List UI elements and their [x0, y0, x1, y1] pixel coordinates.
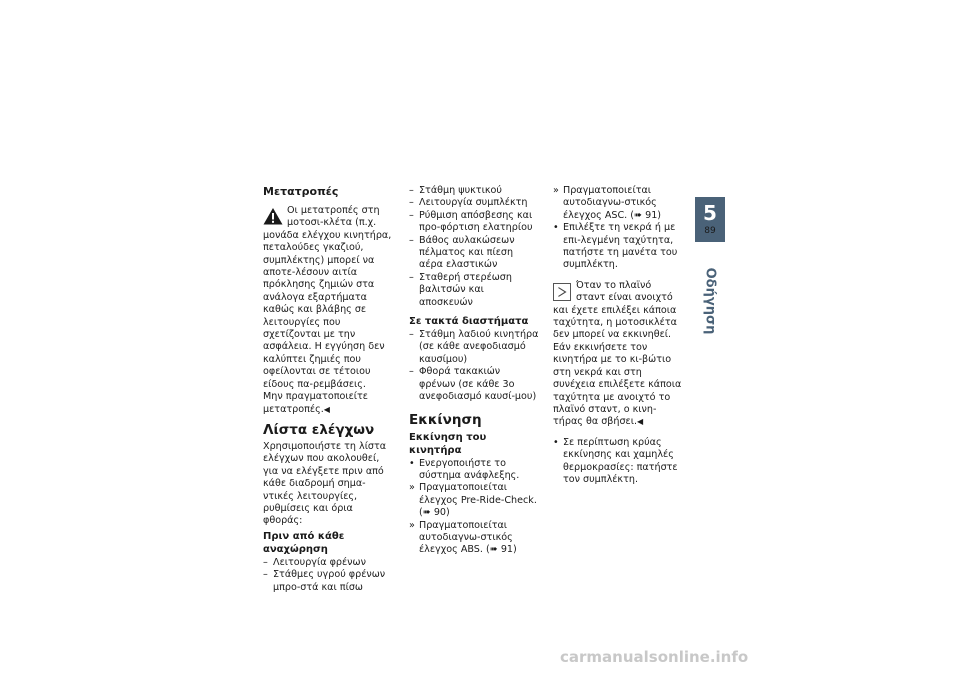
list-item: – Ρύθμιση απόσβεσης και προ-φόρτιση ελατηρίου [409, 209, 533, 234]
list-item: • Ενεργοποιήστε το σύστημα ανάφλεξης. [409, 457, 520, 481]
section-title-modifications: Μετατροπές [263, 185, 339, 198]
checklist-intro: Χρησιμοποιήστε τη λίστα ελέγχων που ακολουθεί, για να ελέγξετε πριν από κάθε διαδρομή σημα-ντικές λειτουργίες, ρυθμίσεις και όρια φθοράς: [263, 440, 387, 527]
before-departure-list-continued [409, 185, 539, 309]
list-item: – Σταθερή στερέωση βαλιτσών και αποσκευών [409, 271, 512, 308]
chapter-label: Οδήγηση [702, 267, 718, 334]
list-item: • Επιλέξτε τη νεκρά ή με επι-λεγμένη ταχύτητα, πατήστε τη μανέτα του συμπλέκτη. [553, 222, 678, 271]
engine-start-steps [409, 458, 539, 557]
engine-start-title: Εκκίνηση του κινητήρα [409, 431, 487, 456]
list-item: – Φθορά τακακιών φρένων (σε κάθε 3ο ανεφοδιασμό καυσί-μου) [409, 366, 537, 403]
column-2 [409, 185, 539, 557]
no-modification-text: Μην πραγματοποιείτε μετατροπές.◀ [263, 391, 368, 415]
cold-start-steps [553, 437, 683, 487]
section-title-checklist: Λίστα ελέγχων [263, 421, 375, 438]
note-text: Όταν το πλαϊνό σταντ είναι ανοιχτό και έχετε επιλέξει κάποια ταχύτητα, η μοτοσικλέτα δεν μπορεί να εκκινηθεί. Εάν εκκινήσετε τον κινητήρα με το κι-βώτιο στη νεκρά και στη συνέχεια επιλέξετε κάποια ταχύτητα με ανοιχτό το πλαϊνό σταντ, ο κινη-τήρας θα σβήσει. [553, 279, 682, 428]
warning-block [263, 205, 393, 391]
page-number: 89 [704, 226, 716, 236]
list-item: – Λειτουργία φρένων [263, 556, 366, 568]
section-title-start: Εκκίνηση [409, 411, 482, 428]
regular-intervals-title: Σε τακτά διαστήματα [409, 316, 529, 328]
list-item: – Στάθμη ψυκτικού [409, 185, 502, 196]
list-item: – Στάθμη λαδιού κινητήρα (σε κάθε ανεφοδιασμό καυσίμου) [409, 329, 539, 365]
chapter-number: 5 [703, 201, 717, 225]
list-item: – Λειτουργία συμπλέκτη [409, 197, 528, 209]
note-flag-icon [553, 283, 571, 301]
end-mark-icon: ◀ [323, 404, 330, 414]
column-1 [263, 185, 393, 594]
engine-start-steps-continued [553, 185, 683, 272]
warning-text: Οι μετατροπές στη μοτοσι-κλέτα (π.χ. μονάδα ελέγχου κινητήρα, πεταλούδες γκαζιού, συμπλέκτης) μπορεί να αποτε-λέσουν αιτία πρόκλησης ζημιών στα ανάλογα εξαρτήματα καθώς και βλάβης σε λειτουργίες που σχετίζονται με την ασφάλεια. Η εγγύηση δεν καλύπτει ζημιές που οφείλονται σε τέτοιου είδους πα-ρεμβάσεις. [263, 205, 392, 390]
end-mark-icon: ◀ [637, 417, 644, 427]
list-item: » Πραγματοποιείται αυτοδιαγνω-στικός έλεγχος ASC. (➠ 91) [553, 185, 662, 221]
list-item: » Πραγματοποιείται έλεγχος Pre-Ride-Check. (➠ 90) [409, 482, 537, 519]
list-item: – Βάθος αυλακώσεων πέλματος και πίεση αέρα ελαστικών [409, 234, 515, 271]
before-departure-title: Πριν από κάθε αναχώρηση [263, 530, 345, 555]
watermark: carmanualsonline.info [560, 648, 749, 666]
warning-triangle-icon [263, 207, 283, 225]
column-3 [553, 185, 683, 486]
list-item: – Στάθμες υγρού φρένων μπρο-στά και πίσω [263, 569, 386, 593]
list-item: » Πραγματοποιείται αυτοδιαγνω-στικός έλεγχος ABS. (➠ 91) [409, 519, 517, 556]
note-block [553, 280, 683, 429]
list-item: • Σε περίπτωση κρύας εκκίνησης και χαμηλές θερμοκρασίες: πατήστε τον συμπλέκτη. [553, 436, 678, 485]
regular-intervals-list [409, 329, 539, 403]
before-departure-list [263, 557, 393, 594]
